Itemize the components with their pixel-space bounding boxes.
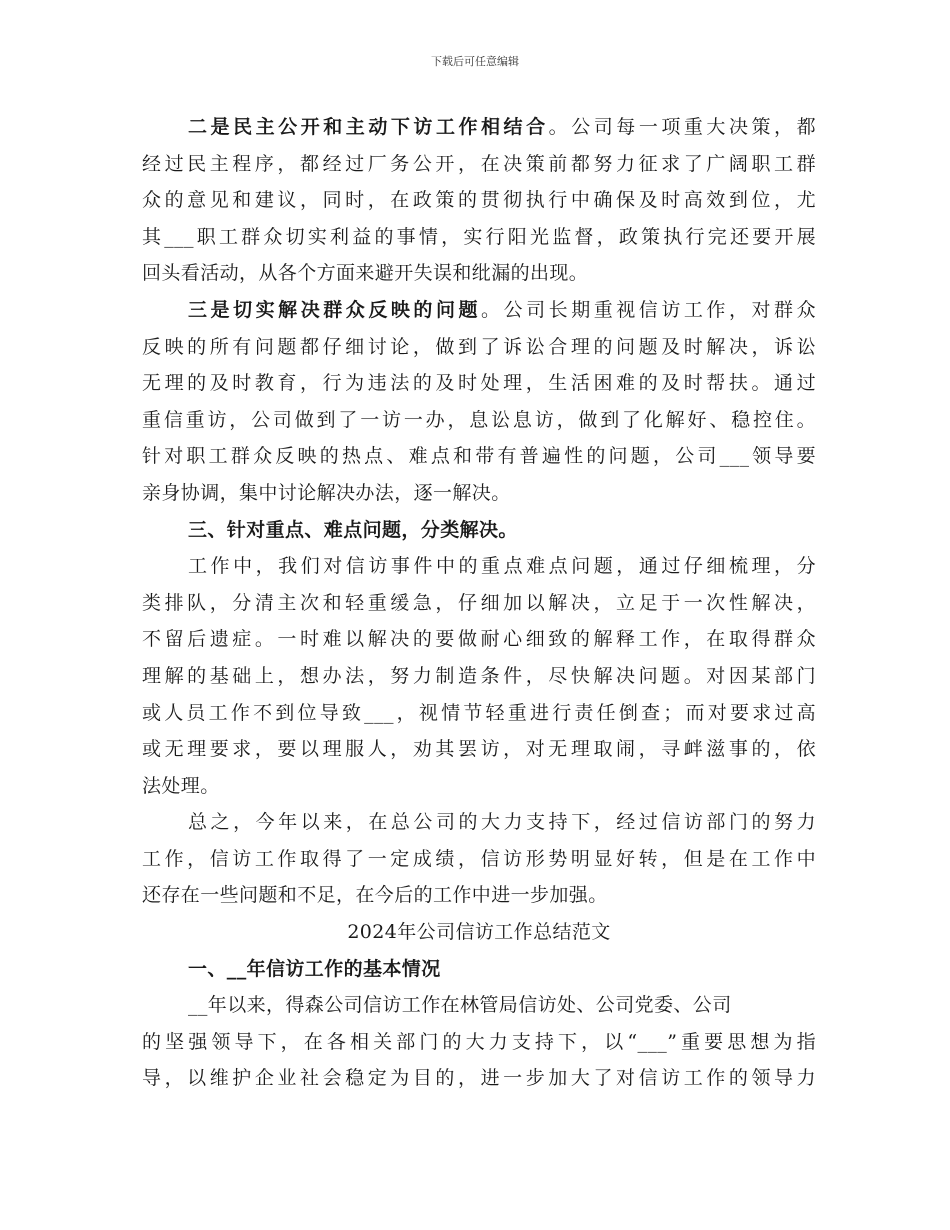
paragraph-line: 总之，今年以来，在总公司的大力支持下，经过信访部门的努力 <box>188 811 816 834</box>
paragraph-line: 回头看活动，从各个方面来避开失误和纰漏的出现。 <box>142 262 589 285</box>
section-heading: 一、__年信访工作的基本情况 <box>188 957 441 980</box>
paragraph-line: 重信重访，公司做到了一访一办，息讼息访，做到了化解好、稳控住。 <box>142 408 816 431</box>
paragraph-line: 其___职工群众切实利益的事情，实行阳光监督，政策执行完还要开展 <box>142 225 816 248</box>
paragraph-lead-bold: 三是切实解决群众反映的问题 <box>188 298 482 321</box>
paragraph-line: 工作中，我们对信访事件中的重点难点问题，通过仔细梳理，分 <box>188 555 816 578</box>
section-heading: 三、针对重点、难点问题，分类解决。 <box>188 518 518 541</box>
paragraph-line: 的坚强领导下，在各相关部门的大力支持下，以“___”重要思想为指 <box>142 1030 816 1053</box>
page-header: 下载后可任意编辑 <box>431 55 519 68</box>
paragraph-line: 众的意见和建议，同时，在政策的贯彻执行中确保及时高效到位，尤 <box>142 189 816 212</box>
paragraph-text: 。公司每一项重大决策，都 <box>548 116 816 138</box>
paragraph-line <box>142 109 816 146</box>
paragraph-line: 理解的基础上，想办法，努力制造条件，尽快解决问题。对因某部门 <box>142 664 816 687</box>
paragraph-line: 不留后遗症。一时难以解决的要做耐心细致的解释工作，在取得群众 <box>142 628 816 651</box>
paragraph-line: 针对职工群众反映的热点、难点和带有普遍性的问题，公司___领导要 <box>142 445 816 468</box>
paragraph-text: 。公司长期重视信访工作，对群众 <box>481 298 816 321</box>
paragraph-line: 或人员工作不到位导致___，视情节轻重进行责任倒查；而对要求过高 <box>142 701 816 724</box>
paragraph-line: 或无理要求，要以理服人，劝其罢访，对无理取闹，寻衅滋事的，依 <box>142 738 816 761</box>
document-body <box>142 109 816 1097</box>
paragraph-line <box>142 292 816 329</box>
paragraph-line: 工作，信访工作取得了一定成绩，信访形势明显好转，但是在工作中 <box>142 847 816 870</box>
paragraph-line: 类排队，分清主次和轻重缓急，仔细加以解决，立足于一次性解决， <box>142 591 816 614</box>
paragraph-lead-bold: 二是民主公开和主动下访工作相结合 <box>188 116 549 138</box>
paragraph-line: 法处理。 <box>142 774 220 797</box>
document-title: 2024年公司信访工作总结范文 <box>347 921 611 944</box>
paragraph-line: 反映的所有问题都仔细讨论，做到了诉讼合理的问题及时解决，诉讼 <box>142 335 816 358</box>
paragraph-line: 还存在一些问题和不足，在今后的工作中进一步加强。 <box>142 884 608 907</box>
paragraph-line: 经过民主程序，都经过厂务公开，在决策前都努力征求了广阔职工群 <box>142 152 816 175</box>
paragraph-line: 导，以维护企业社会稳定为目的，进一步加大了对信访工作的领导力 <box>142 1067 816 1090</box>
paragraph-line: 亲身协调，集中讨论解决办法，逐一解决。 <box>142 481 511 504</box>
paragraph-line: 无理的及时教育，行为违法的及时处理，生活困难的及时帮扶。通过 <box>142 372 816 395</box>
paragraph-line: __年以来，得森公司信访工作在林管局信访处、公司党委、公司 <box>188 994 732 1017</box>
